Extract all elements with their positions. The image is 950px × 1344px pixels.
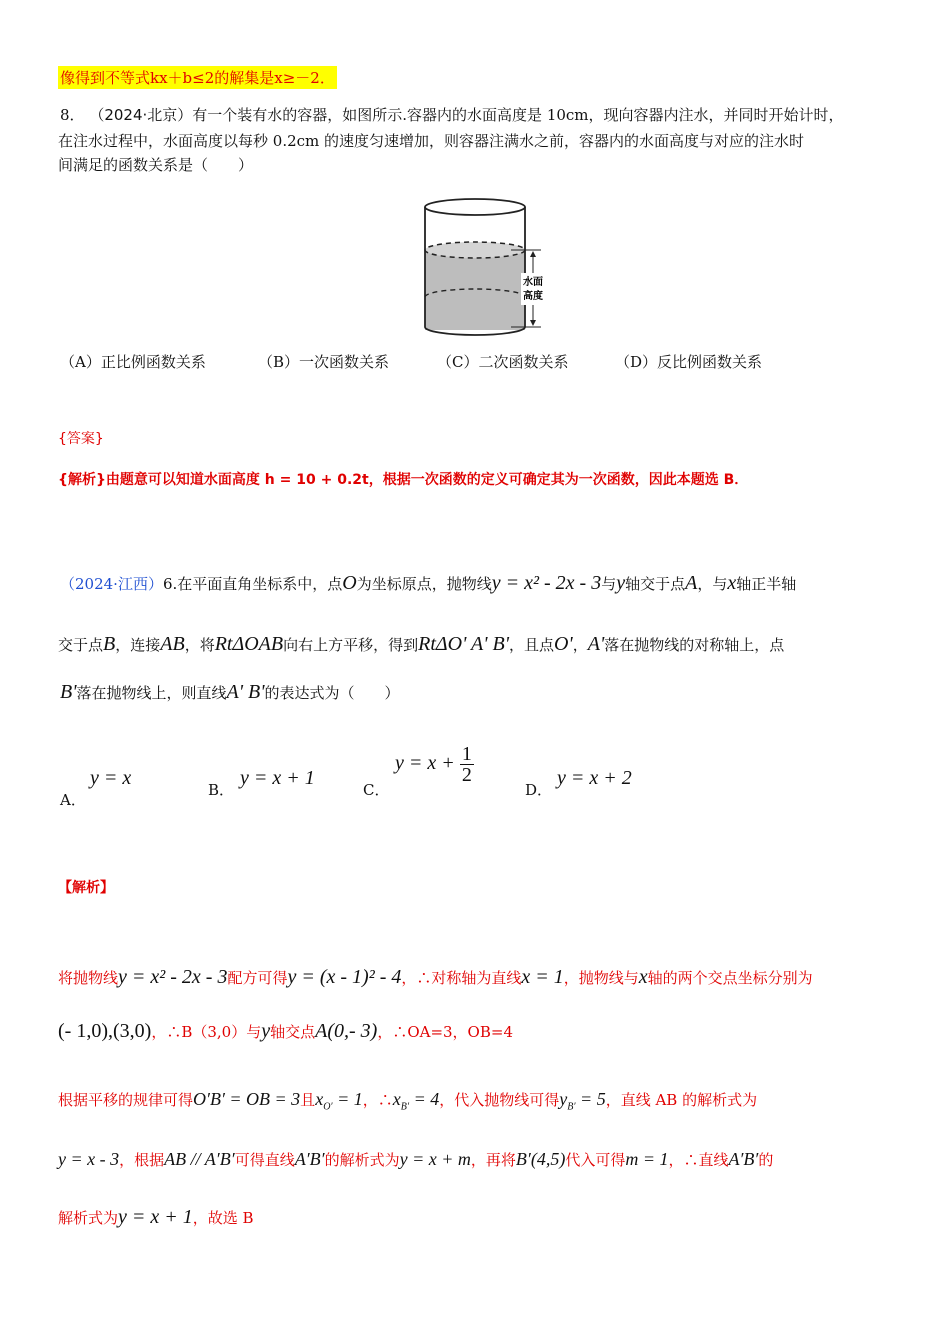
point-b: B: [103, 633, 116, 655]
water-container-figure: [415, 195, 547, 340]
sol-expr: = 5: [575, 1089, 606, 1109]
sol-text: 轴交点: [270, 1023, 316, 1041]
sol-sub: O′: [323, 1101, 333, 1113]
sol-expr: AB // A′B′: [164, 1149, 235, 1169]
sol-text: ，∴直线: [668, 1151, 729, 1169]
sol-text: ，根据: [119, 1151, 165, 1169]
q8-line3: 间满足的函数关系是（ ）: [58, 156, 254, 174]
q6-text: ，与: [697, 575, 728, 593]
sol-text: ，再将: [470, 1151, 516, 1169]
sol-text: ，∴对称轴为直线: [401, 969, 522, 987]
sol-text: 的: [758, 1151, 774, 1169]
q6-text: 轴交于点: [625, 575, 686, 593]
solution-line4: [58, 1148, 773, 1171]
q6-text: ，且点: [508, 636, 554, 654]
sol-expr: O′B′ = OB = 3: [193, 1089, 301, 1109]
q8-option-b: （B）一次函数关系: [258, 353, 390, 371]
q6-option-c-expr: [395, 744, 474, 785]
q6-text: 6.在平面直角坐标系中，点: [162, 575, 343, 593]
sol-expr: x: [392, 1089, 401, 1109]
q6-line2: [58, 633, 784, 656]
sol-expr: = 4: [409, 1089, 440, 1109]
sol-expr: y = x + 1: [118, 1206, 193, 1228]
q6-text: 为坐标原点，抛物线: [356, 575, 492, 593]
figure-label-water: 水面: [523, 277, 543, 288]
sol-text: 将抛物线: [58, 969, 119, 987]
q8-answer-label: {答案}: [58, 431, 104, 447]
q6-analysis-label: 【解析】: [58, 880, 114, 896]
sol-expr: x: [315, 1089, 324, 1109]
triangle-oab-prime: RtΔO' A' B': [418, 633, 509, 655]
y-variable: y: [616, 572, 626, 594]
q8-text-1: 有一个装有水的容器，如图所示.容器内的水面高度是 10cm，现向容器内注水，并同时开始计时，: [192, 106, 844, 124]
point-o: O: [342, 572, 357, 594]
x-variable: x: [727, 572, 737, 594]
sol-expr: y = x - 3: [58, 1149, 120, 1169]
sol-expr: y: [559, 1089, 568, 1109]
water-fill: [425, 250, 525, 330]
sol-text: 解析式为: [58, 1209, 119, 1227]
line-apbp: A' B': [226, 681, 265, 703]
q6-text: ，: [572, 636, 588, 654]
fraction-one-half: [460, 744, 474, 785]
q8-line1: [60, 104, 844, 126]
arrow-up-icon: [530, 251, 536, 257]
sol-expr: A′B′: [294, 1149, 325, 1169]
sol-expr: y = x + m: [399, 1149, 471, 1169]
sol-expr: m = 1: [625, 1149, 669, 1169]
q6-option-c-label: C．: [363, 781, 390, 799]
triangle-oab: RtΔOAB: [214, 633, 284, 655]
q8-option-c: （C）二次函数关系: [437, 353, 569, 371]
q6-option-b-expr: y = x + 1: [240, 767, 315, 789]
solution-line2: [58, 1020, 513, 1043]
highlighted-conclusion: 像得到不等式kx＋b≤2的解集是x≥－2．: [58, 66, 337, 89]
sol-text: 且: [300, 1091, 316, 1109]
fraction-denominator: 2: [461, 764, 472, 786]
sol-expr: y = x² - 2x - 3: [118, 966, 228, 988]
q6-option-a-expr: y = x: [90, 767, 132, 789]
q8-number: 8．: [60, 106, 85, 124]
sol-text: ，故选 B: [192, 1209, 254, 1227]
q6-option-b-label: B．: [208, 781, 235, 799]
segment-ab: AB: [160, 633, 185, 655]
sol-expr: = 1: [332, 1089, 363, 1109]
q6-text: 的表达式为（ ）: [264, 684, 400, 702]
parabola-expression: y = x² - 2x - 3: [491, 572, 602, 594]
sol-expr: y: [261, 1020, 271, 1042]
q8-source: （2024·北京）: [89, 106, 193, 124]
sol-text: 的解析式为: [324, 1151, 400, 1169]
container-top-rim: [425, 199, 525, 215]
sol-expr: (- 1,0),(3,0): [58, 1020, 152, 1042]
sol-text: 轴的两个交点坐标分别为: [647, 969, 813, 987]
q6-text: 轴正半轴: [736, 575, 797, 593]
q6-line1: [60, 572, 796, 595]
q8-option-d: （D）反比例函数关系: [615, 353, 763, 371]
q6-text: 落在抛物线的对称轴上，点: [604, 636, 785, 654]
q6-text: 向右上方平移，得到: [283, 636, 419, 654]
sol-text: ，∴B（3,0）与: [151, 1023, 262, 1041]
sol-expr: A′B′: [728, 1149, 759, 1169]
sol-expr: x = 1: [521, 966, 564, 988]
sol-expr: x: [638, 966, 648, 988]
q6-text: 交于点: [58, 636, 104, 654]
q6-source: （2024·江西）: [60, 575, 163, 593]
fraction-numerator: 1: [461, 743, 472, 765]
sol-sub: B′: [567, 1101, 576, 1113]
q6-text: ，将: [184, 636, 215, 654]
q6-option-c-text: y = x +: [395, 752, 455, 774]
sol-expr: B′(4,5): [515, 1149, 566, 1169]
q6-option-d-expr: y = x + 2: [557, 767, 632, 789]
q6-text: 与: [601, 575, 617, 593]
q6-option-d-label: D．: [525, 781, 553, 799]
sol-text: ，抛物线与: [563, 969, 639, 987]
sol-text: 根据平移的规律可得: [58, 1091, 194, 1109]
point-a-prime: A': [587, 633, 605, 655]
sol-text: ，∴OA=3，OB=4: [377, 1023, 513, 1041]
q6-text: ，连接: [115, 636, 161, 654]
q6-option-a-label: A．: [60, 791, 86, 809]
sol-expr: A(0,- 3): [315, 1020, 378, 1042]
point-b-prime: B': [60, 681, 77, 703]
sol-sub: B′: [400, 1101, 410, 1113]
sol-text: 代入可得: [565, 1151, 626, 1169]
water-surface: [425, 242, 525, 258]
q8-analysis: {解析}由题意可以知道水面高度 h = 10 + 0.2t，根据一次函数的定义可确定其为一次函数，因此本题选 B．: [58, 472, 749, 488]
q8-line2: 在注水过程中，水面高度以每秒 0.2cm 的速度匀速增加，则容器注满水之前，容器内的水面高度与对应的注水时: [58, 132, 805, 150]
arrow-down-icon: [530, 320, 536, 326]
q6-text: 落在抛物线上，则直线: [76, 684, 227, 702]
sol-expr: y = (x - 1)² - 4: [287, 966, 402, 988]
sol-text: ，∴: [362, 1091, 393, 1109]
sol-text: 配方可得: [227, 969, 288, 987]
solution-line5: [58, 1206, 254, 1229]
sol-text: 可得直线: [234, 1151, 295, 1169]
point-o-prime: O': [553, 633, 573, 655]
figure-label-height: 高度: [523, 291, 543, 302]
sol-text: ，代入抛物线可得: [439, 1091, 560, 1109]
solution-line1: [58, 966, 813, 989]
q8-option-a: （A）正比例函数关系: [60, 353, 206, 371]
q6-line3: [60, 681, 400, 704]
solution-line3: [58, 1088, 757, 1119]
sol-text: ，直线 AB 的解析式为: [605, 1091, 758, 1109]
point-a: A: [685, 572, 698, 594]
